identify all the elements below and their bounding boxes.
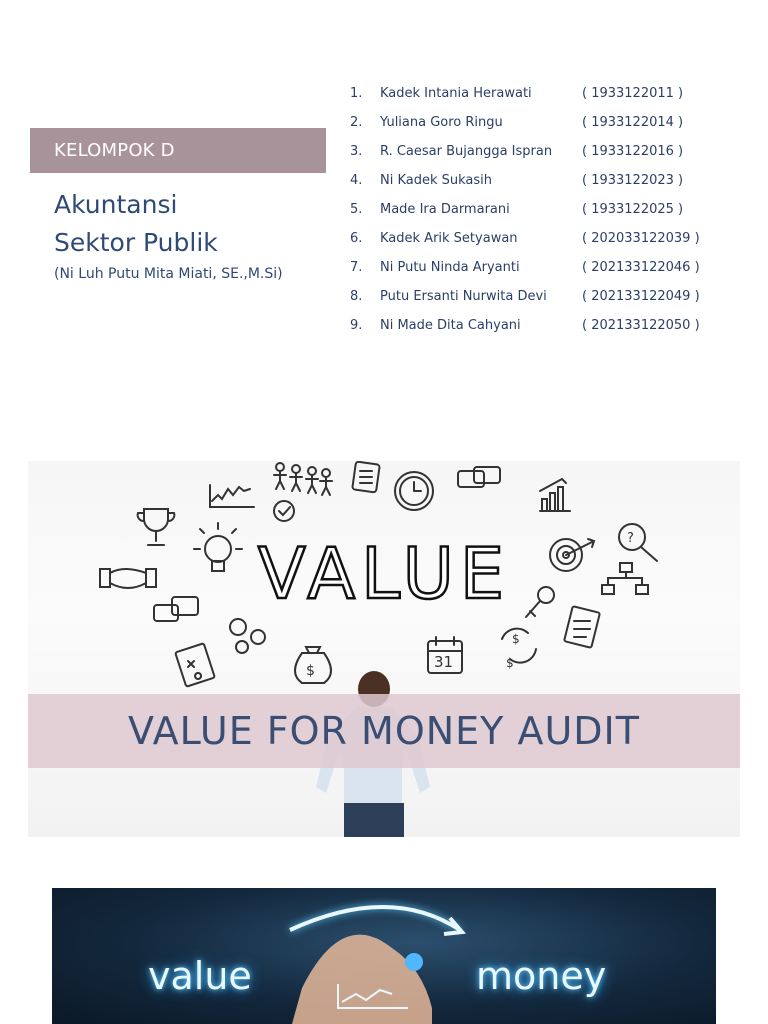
member-list <box>350 86 710 347</box>
member-name: Kadek Arik Setyawan <box>380 231 518 246</box>
svg-text:?: ? <box>627 531 634 546</box>
group-label-band <box>30 128 326 173</box>
value-money-illustration <box>52 888 716 1024</box>
member-row <box>350 289 710 318</box>
lecturer-name: (Ni Luh Putu Mita Miati, SE.,M.Si) <box>54 266 283 282</box>
member-nim: ( 202133122046 ) <box>582 260 700 275</box>
clock-icon <box>395 472 433 510</box>
member-name: Ni Kadek Sukasih <box>380 173 493 188</box>
member-name: Putu Ersanti Nurwita Devi <box>380 289 547 304</box>
member-row <box>350 231 710 260</box>
member-number: 8. <box>350 289 363 304</box>
member-row <box>350 115 710 144</box>
banner-title: VALUE FOR MONEY AUDIT <box>128 709 640 753</box>
member-nim: ( 202133122050 ) <box>582 318 700 333</box>
svg-text:$: $ <box>506 656 514 670</box>
course-title-block <box>54 186 283 282</box>
neon-money-word: money <box>476 954 607 998</box>
member-number: 4. <box>350 173 363 188</box>
banner <box>28 694 740 768</box>
member-name: R. Caesar Bujangga Ispran <box>380 144 553 159</box>
calendar-day: 31 <box>434 653 454 671</box>
member-number: 2. <box>350 115 363 130</box>
member-number: 5. <box>350 202 363 217</box>
member-number: 3. <box>350 144 363 159</box>
member-nim: ( 202133122049 ) <box>582 289 700 304</box>
svg-text:$: $ <box>512 632 520 646</box>
member-nim: ( 202033122039 ) <box>582 231 700 246</box>
member-nim: ( 1933122014 ) <box>582 115 684 130</box>
svg-text:$: $ <box>306 663 315 679</box>
member-name: Ni Made Dita Cahyani <box>380 318 521 333</box>
member-name: Made Ira Darmarani <box>380 202 510 217</box>
line-chart-icon <box>210 485 254 507</box>
member-row <box>350 86 710 115</box>
member-row <box>350 318 710 347</box>
money-cycle-icon <box>502 629 536 670</box>
strategy-board-icon <box>175 643 215 687</box>
member-nim: ( 1933122023 ) <box>582 173 684 188</box>
value-word: VALUE <box>257 533 511 615</box>
member-number: 9. <box>350 318 363 333</box>
member-nim: ( 1933122016 ) <box>582 144 684 159</box>
member-nim: ( 1933122011 ) <box>582 86 684 101</box>
member-number: 6. <box>350 231 363 246</box>
member-number: 7. <box>350 260 363 275</box>
member-row <box>350 260 710 289</box>
course-title-line2: Sektor Publik <box>54 228 218 257</box>
course-title-line1: Akuntansi <box>54 190 178 219</box>
neon-value-word: value <box>148 954 252 998</box>
value-illustration <box>28 461 740 837</box>
member-row <box>350 144 710 173</box>
member-row <box>350 202 710 231</box>
bar-chart-icon <box>540 479 570 511</box>
group-label: KELOMPOK D <box>54 140 175 161</box>
member-name: Yuliana Goro Ringu <box>380 115 503 130</box>
member-nim: ( 1933122025 ) <box>582 202 684 217</box>
member-number: 1. <box>350 86 363 101</box>
check-bubble-icon <box>274 501 294 521</box>
member-name: Ni Putu Ninda Aryanti <box>380 260 520 275</box>
chat-icon <box>458 467 500 487</box>
gears-icon <box>230 619 265 653</box>
member-name: Kadek Intania Herawati <box>380 86 532 101</box>
member-row <box>350 173 710 202</box>
team-icon <box>274 463 332 495</box>
checklist-icon <box>352 461 380 492</box>
